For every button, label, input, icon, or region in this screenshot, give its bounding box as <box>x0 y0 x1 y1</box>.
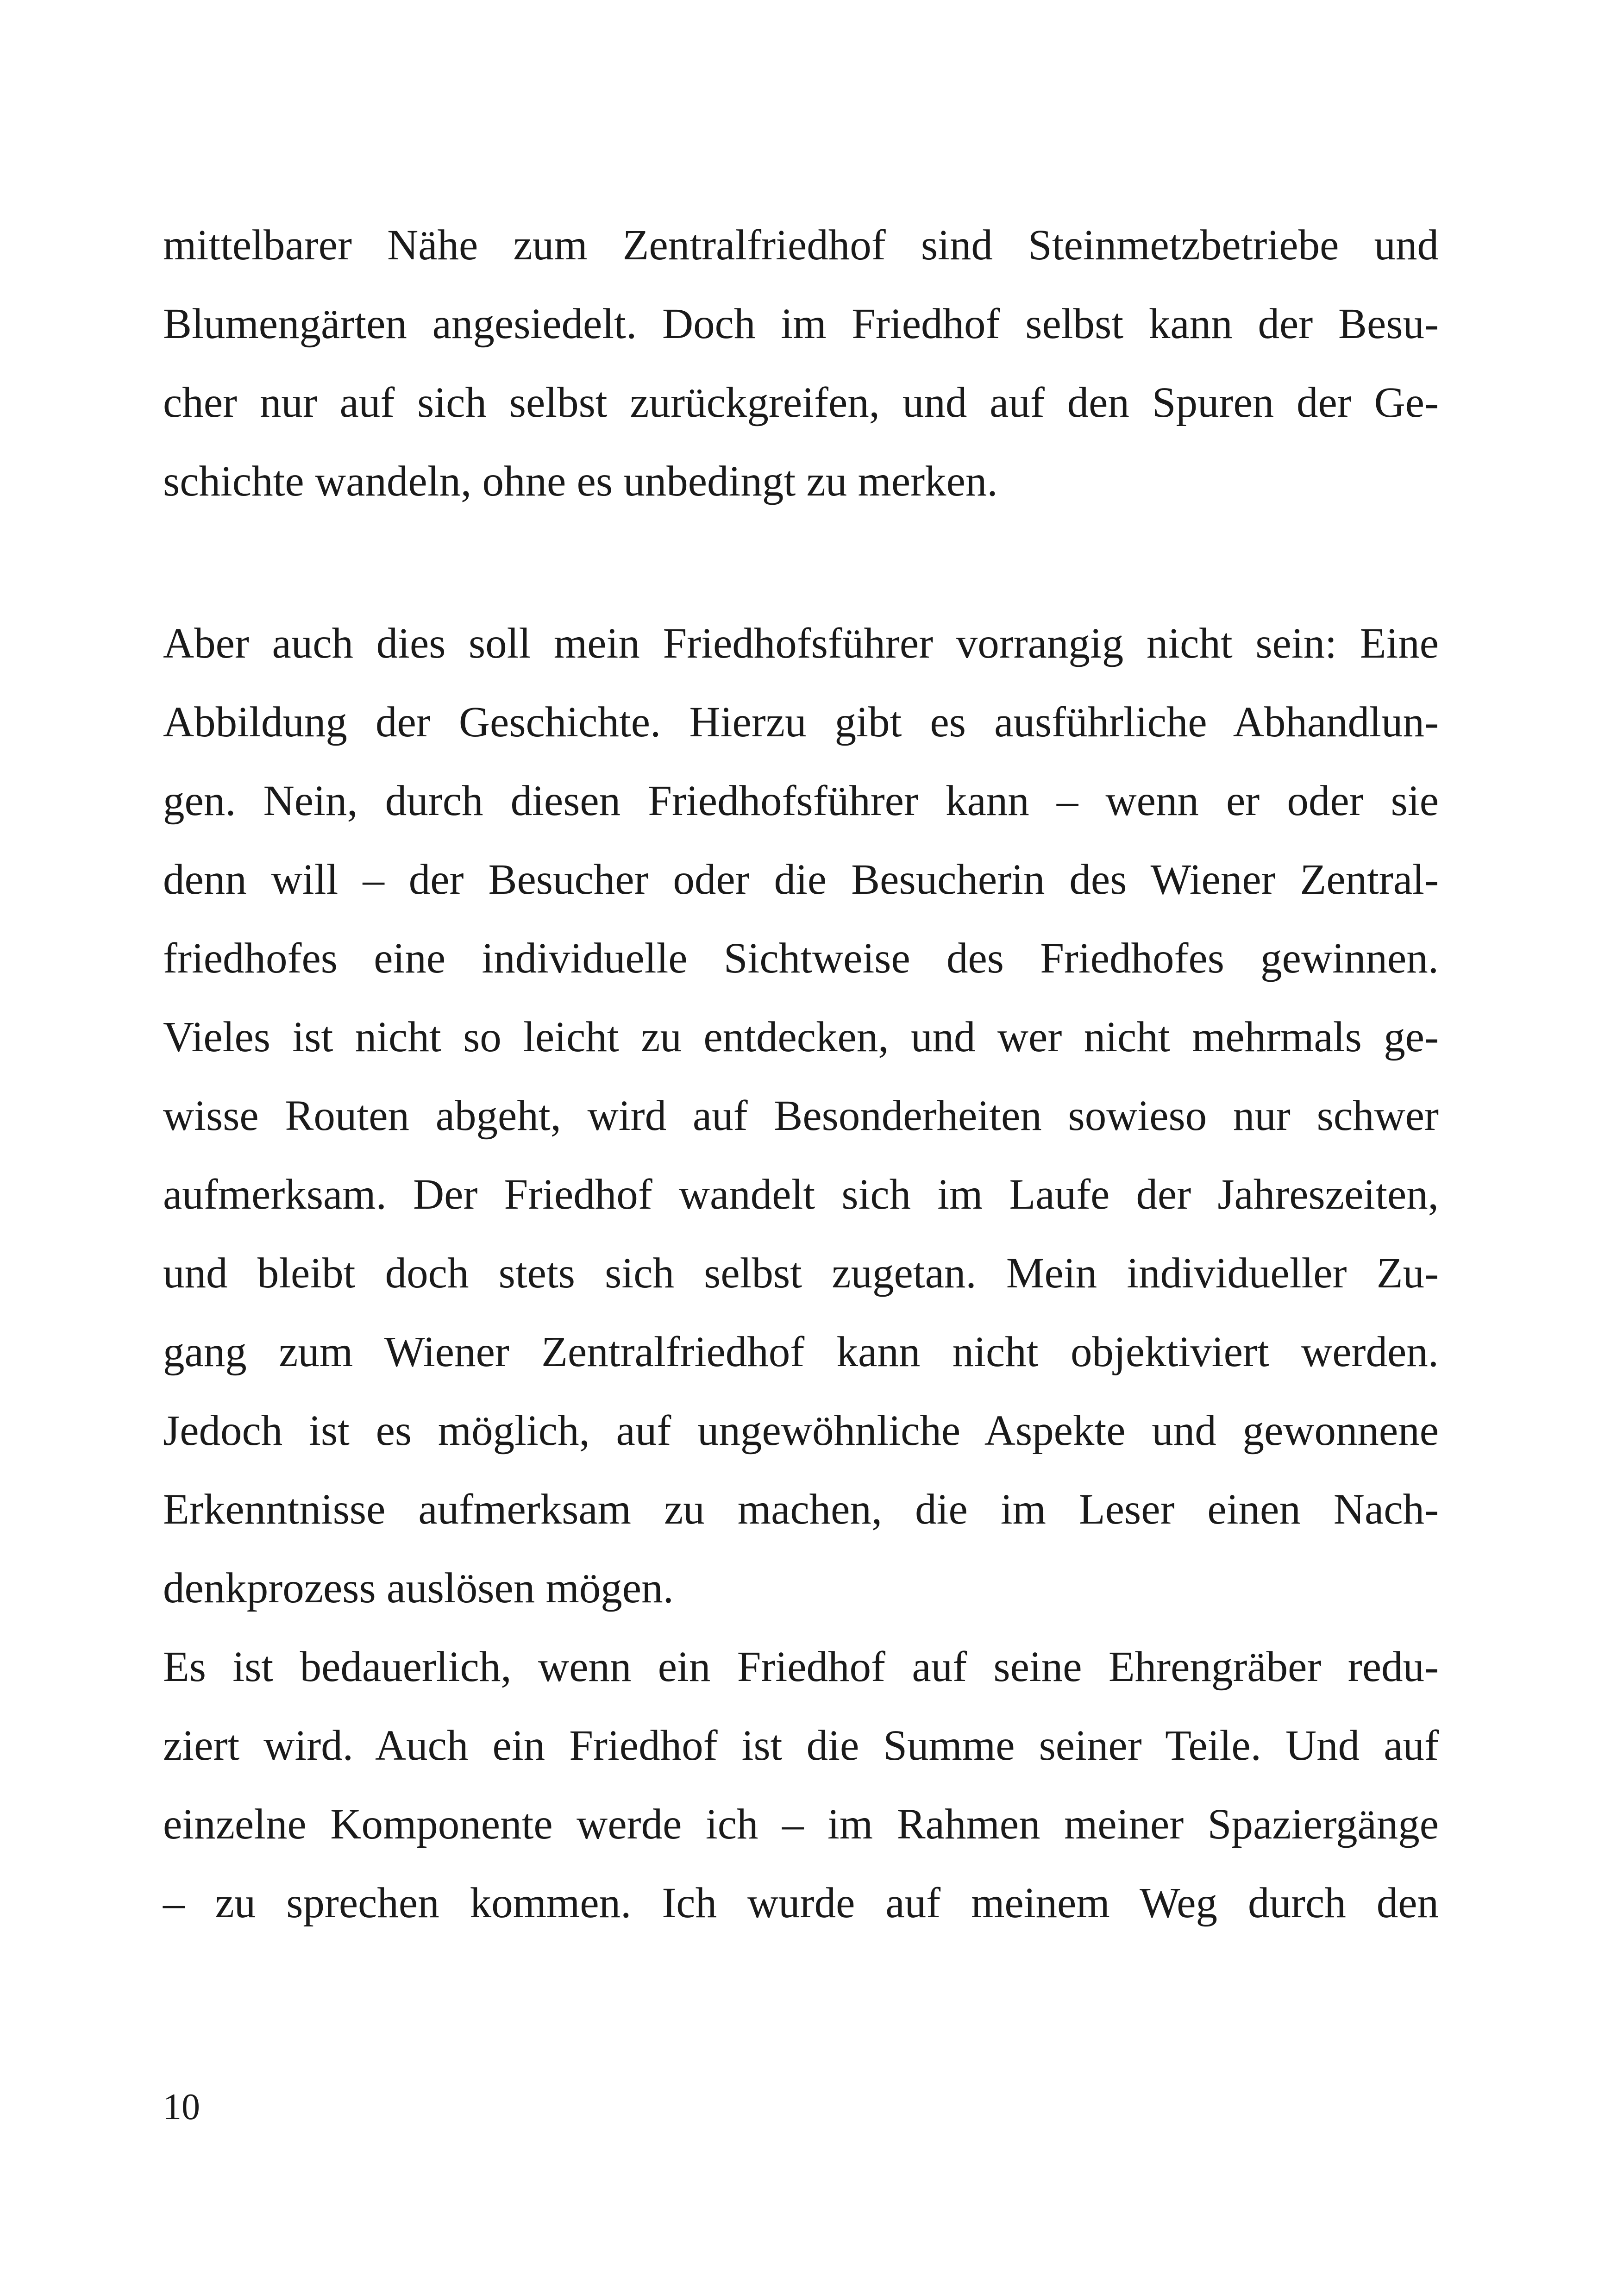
text-line: Jedoch ist es möglich, auf ungewöhnliche Aspekte und gewonnene <box>163 1407 1439 1455</box>
text-line: Es ist bedauerlich, wenn ein Friedhof auf seine Ehrengräber redu- <box>163 1643 1439 1691</box>
text-line: schichte wandeln, ohne es unbedingt zu merken. <box>163 458 998 505</box>
text-line: denn will – der Besucher oder die Besucherin des Wiener Zentral- <box>163 856 1439 903</box>
text-line: denkprozess auslösen mögen. <box>163 1564 674 1612</box>
text-line: Aber auch dies soll mein Friedhofsführer vorrangig nicht sein: Eine <box>163 620 1439 667</box>
text-line: Vieles ist nicht so leicht zu entdecken, und wer nicht mehrmals ge- <box>163 1013 1439 1061</box>
text-line: Blumengärten angesiedelt. Doch im Friedhof selbst kann der Besu- <box>163 300 1439 348</box>
paragraph-2 <box>163 604 1439 1628</box>
text-line: cher nur auf sich selbst zurückgreifen, und auf den Spuren der Ge- <box>163 379 1439 427</box>
text-line: und bleibt doch stets sich selbst zugetan. Mein individueller Zu- <box>163 1249 1439 1297</box>
text-line: wisse Routen abgeht, wird auf Besonderheiten sowieso nur schwer <box>163 1092 1439 1140</box>
text-line: Erkenntnisse aufmerksam zu machen, die im Leser einen Nach- <box>163 1486 1439 1533</box>
text-line: gang zum Wiener Zentralfriedhof kann nicht objektiviert werden. <box>163 1328 1439 1376</box>
text-line: gen. Nein, durch diesen Friedhofsführer kann – wenn er oder sie <box>163 777 1439 825</box>
paragraph-1 <box>163 206 1439 521</box>
text-line: – zu sprechen kommen. Ich wurde auf meinem Weg durch den <box>163 1879 1439 1927</box>
text-line: einzelne Komponente werde ich – im Rahmen meiner Spaziergänge <box>163 1800 1439 1848</box>
text-line: ziert wird. Auch ein Friedhof ist die Summe seiner Teile. Und auf <box>163 1722 1439 1769</box>
text-line: friedhofes eine individuelle Sichtweise des Friedhofes gewinnen. <box>163 935 1439 982</box>
text-line: Abbildung der Geschichte. Hierzu gibt es ausführliche Abhandlun- <box>163 698 1439 746</box>
page-number: 10 <box>163 2087 200 2127</box>
paragraph-3 <box>163 1628 1439 1943</box>
text-line: mittelbarer Nähe zum Zentralfriedhof sind Steinmetzbetriebe und <box>163 221 1439 269</box>
text-line: aufmerksam. Der Friedhof wandelt sich im Laufe der Jahreszeiten, <box>163 1171 1439 1218</box>
